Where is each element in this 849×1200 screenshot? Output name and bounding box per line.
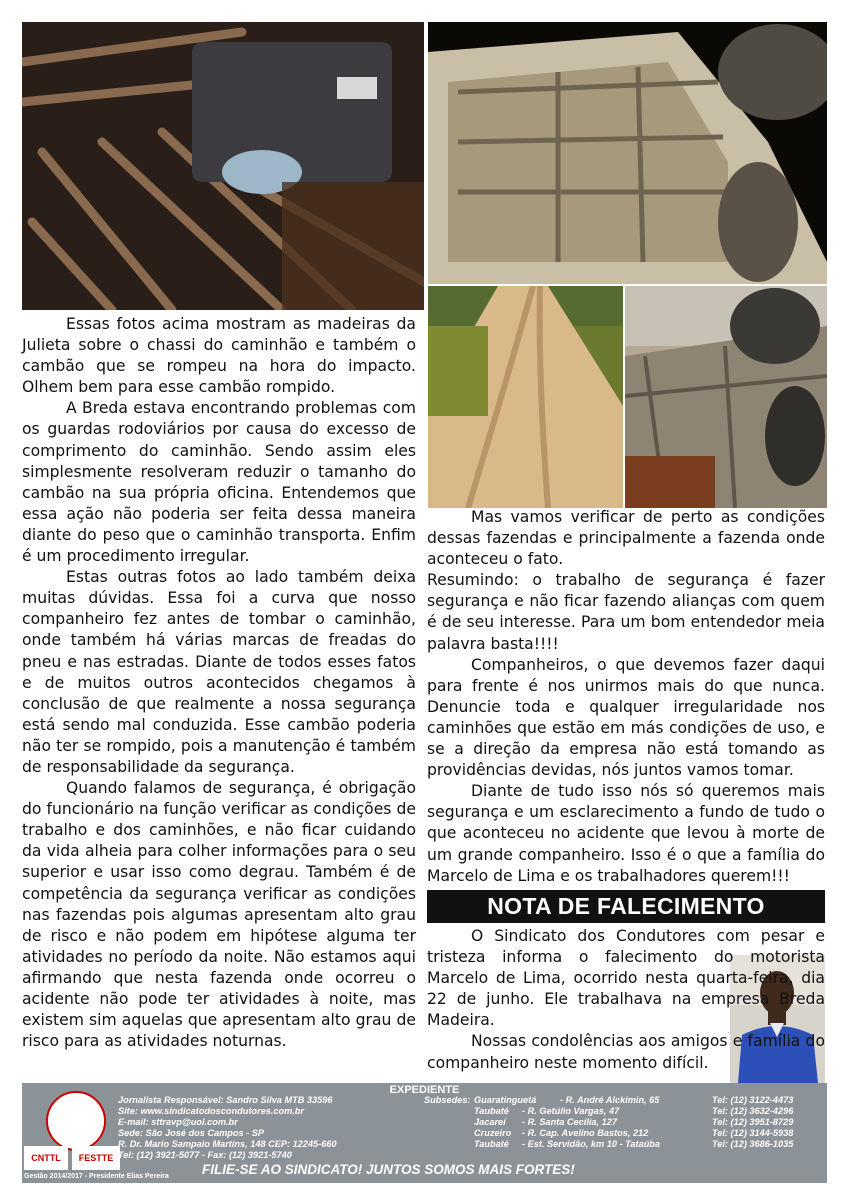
- subsede-phone: Tel: (12) 3686-1035: [712, 1139, 794, 1149]
- gestao-credit: Gestão 2014/2017 - Presidente Elias Pereira: [24, 1173, 169, 1180]
- sede-address: R. Dr. Mario Sampaio Martins, 148 CEP: 12245-660: [118, 1139, 337, 1149]
- subsede-address: - R. Getúlio Vargas, 47: [522, 1106, 620, 1116]
- union-logo: [46, 1091, 106, 1151]
- subsede-phone: Tel: (12) 3951-8729: [712, 1117, 794, 1127]
- subsede-phone: Tel: (12) 3144-5938: [712, 1128, 794, 1138]
- paragraph: A Breda estava encontrando problemas com os guardas rodoviários por causa do excesso de comprimento do caminhão. Sendo assim eles simplesmente resolveram reduzir o tamanho do cambão na sua própria oficina. Entendemos que essa ação não poderia ser feita dessa maneira diante do peso que o caminhão transporta. Enfim é um procedimento irregular.: [22, 399, 416, 566]
- sede-phone: Tel: (12) 3921-5077 - Fax: (12) 3921-5740: [118, 1150, 292, 1160]
- paragraph: Estas outras fotos ao lado também deixa muitas dúvidas. Essa foi a curva que nosso companheiro fez antes de tombar o caminhão, onde também há várias marcas de freadas do pneu e nas estradas. Diante de todos esses fatos e de muitos outros acontecidos chegamos à conclusão de que realmente a nossa segurança está sendo mal conduzida. Esse cambão poderia não ter se rompido, pois a manutenção é também de responsabilidade da segurança.: [22, 568, 416, 776]
- subsede-city: Cruzeiro: [474, 1128, 512, 1138]
- paragraph: Nossas condolências aos amigos e família do companheiro neste momento difícil.: [427, 1032, 825, 1072]
- subsede-address: - R. André Alckimin, 65: [560, 1095, 660, 1105]
- site-link[interactable]: Site: www.sindicatodoscondutores.com.br: [118, 1106, 304, 1116]
- right-column: [427, 507, 825, 887]
- subsede-phone: Tel: (12) 3122-4473: [712, 1095, 794, 1105]
- membership-call-to-action: FILIE-SE AO SINDICATO! JUNTOS SOMOS MAIS FORTES!: [202, 1162, 575, 1177]
- subsede-city: Taubaté: [474, 1106, 509, 1116]
- subsede-address: - Est. Servidão, km 10 - Tataúba: [522, 1139, 661, 1149]
- festtte-logo: FESTTE: [72, 1146, 120, 1170]
- left-column: [22, 314, 416, 1052]
- subsede-phone: Tel: (12) 3632-4296: [712, 1106, 794, 1116]
- photo-dirt-road-curve: [428, 286, 623, 508]
- photo-overturned-truck-side: [625, 286, 827, 508]
- photo-truck-overturned-logs: [22, 22, 424, 310]
- paragraph: Companheiros, o que devemos fazer daqui para frente é nos unirmos mais do que nunca. Denuncie toda e qualquer irregularidade nos caminhões que estão em más condições de uso, e se a direção da empresa não está tomando as providências devidas, nós juntos vamos tomar.: [427, 655, 825, 780]
- cnttl-logo: CNTTL: [24, 1146, 68, 1170]
- expediente-heading: EXPEDIENTE: [389, 1084, 460, 1096]
- sede: Sede: São José dos Campos - SP: [118, 1128, 265, 1138]
- paragraph: O Sindicato dos Condutores com pesar e tristeza informa o falecimento do motorista Marcelo de Lima, ocorrido nesta quarta-feira, dia 22 de junho. Ele trabalhava na empresa Breda Madeira.: [427, 927, 825, 1030]
- subsede-city: Jacareí: [474, 1117, 506, 1127]
- subsedes-label: Subsedes:: [424, 1095, 471, 1105]
- jornalista: Jornalista Responsável: Sandro Silva MTB 33596: [118, 1095, 333, 1105]
- email-link[interactable]: E-mail: sttravp@uol.com.br: [118, 1117, 238, 1127]
- paragraph: Quando falamos de segurança, é obrigação do funcionário na função verificar as condições de trabalho e dos caminhões, e não ficar cuidando da vida alheia para colher informações para o seu superior e usar isso como degrau. Também é de competência da segurança verificar as condições nas fazendas pois algumas apresentam alto grau de risco e não podem em hipótese alguma ter atividades no período da noite. Não estamos aqui afirmando que nesta fazenda onde ocorreu o acidente não pode ter atividades à noite, mas existem sim aquelas que apresentam alto grau de risco para as atividades noturnas.: [22, 779, 416, 1051]
- paragraph: Resumindo: o trabalho de segurança é fazer segurança e não ficar fazendo alianças com quem é de seu interesse. Para um bom entendedor meia palavra basta!!!!: [427, 571, 825, 653]
- paragraph: Diante de tudo isso nós só queremos mais segurança e um esclarecimento a fundo de tudo o que aconteceu no acidente que levou à morte de um grande companheiro. Isso é o que a família do Marcelo de Lima e os trabalhadores querem!!!: [427, 782, 825, 885]
- paragraph: Essas fotos acima mostram as madeiras da Julieta sobre o chassi do caminhão e também o cambão que se rompeu na hora do impacto. Olhem bem para esse cambão rompido.: [22, 315, 416, 397]
- subsede-city: Guaratinguetá: [474, 1095, 537, 1105]
- subsede-city: Taubaté: [474, 1139, 509, 1149]
- photo-truck-chassis-night: [428, 22, 827, 284]
- paragraph: Mas vamos verificar de perto as condições dessas fazendas e principalmente a fazenda onde aconteceu o fato.: [427, 508, 825, 569]
- subsede-address: - R. Cap. Avelino Bastos, 212: [522, 1128, 649, 1138]
- footer-expediente: [22, 1083, 827, 1183]
- obituary-text: [427, 926, 825, 1074]
- obituary-heading: NOTA DE FALECIMENTO: [427, 890, 825, 923]
- subsede-address: - R. Santa Cecília, 127: [522, 1117, 617, 1127]
